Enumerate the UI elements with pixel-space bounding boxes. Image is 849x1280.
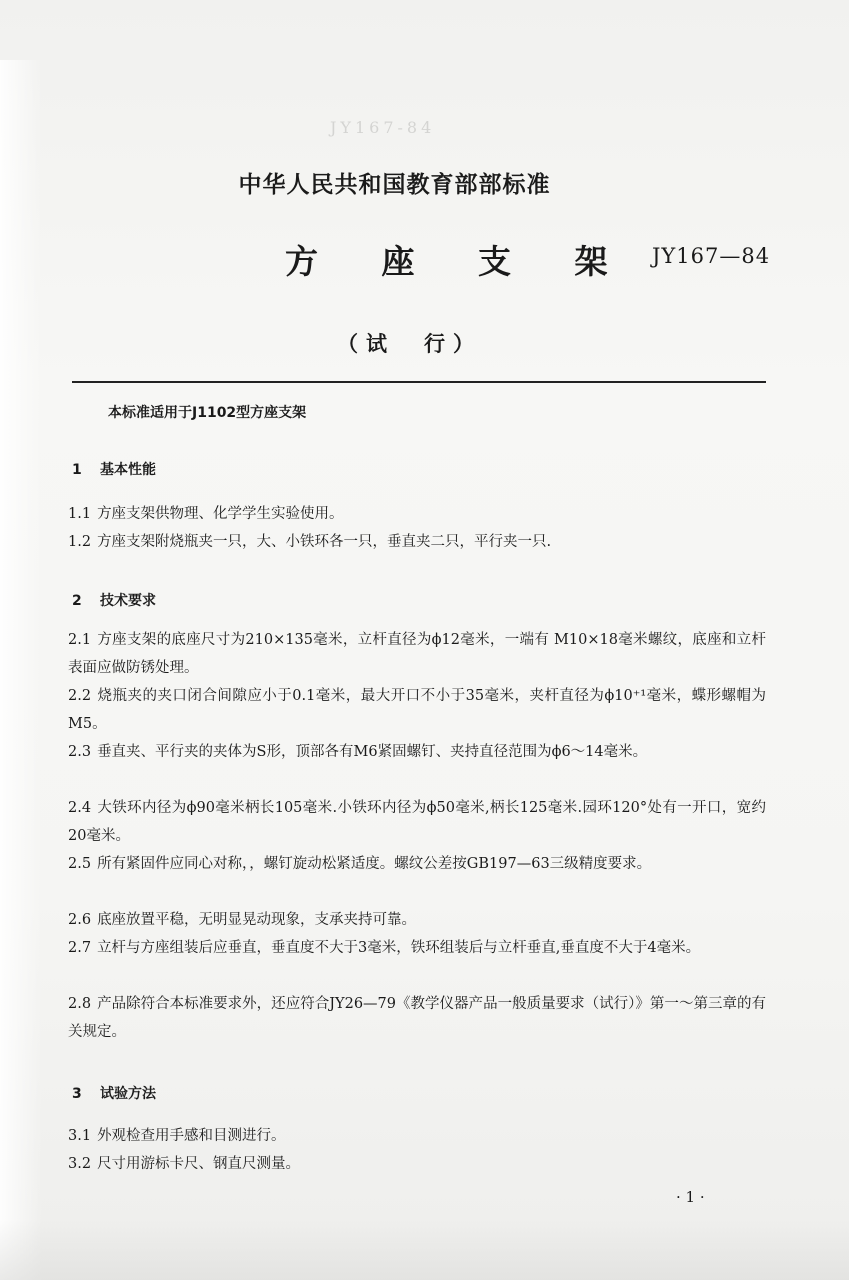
clause-number: 2.3 [68,744,92,760]
clause [68,794,766,850]
section-heading [72,1083,156,1103]
clause-number: 1.1 [68,506,92,522]
clause [68,626,766,682]
clause-number: 2.7 [68,940,92,956]
clause-number: 2.5 [68,856,92,872]
section-heading [72,590,156,610]
clause-number: 3.1 [68,1128,92,1144]
document-status: （试 行） [337,332,482,356]
section-title: 试验方法 [100,1086,156,1102]
clause-number: 2.4 [68,800,92,816]
clause-text: 方座支架供物理、化学学生实验使用。 [97,506,344,522]
header-divider [72,381,766,383]
bleed-through-code: JY167-84 [330,118,436,137]
section-number: 3 [72,1086,82,1102]
clause [68,1122,766,1150]
section-title: 技术要求 [100,593,156,609]
clause-text: 所有紧固件应同心对称，，螺钉旋动松紧适度。螺纹公差按GB197—63三级精度要求。 [97,856,652,872]
clause [68,850,766,878]
clause-number: 2.2 [68,688,92,704]
clause-text: 立杆与方座组装后应垂直，垂直度不大于3毫米，铁环组装后与立杆垂直,垂直度不大于4毫米。 [97,940,701,956]
clause [68,500,766,528]
page-number: · 1 · [676,1188,705,1206]
clause-text: 产品除符合本标准要求外，还应符合JY26—79《教学仪器产品一般质量要求（试行）》第一～第三章的有关规定。 [68,996,766,1040]
standard-code: JY167—84 [652,244,771,268]
clause-number: 2.1 [68,632,92,648]
section-heading [72,459,156,479]
section-title: 基本性能 [100,462,156,478]
clause-number: 1.2 [68,534,92,550]
section-number: 1 [72,462,82,478]
clause [68,738,766,766]
scan-edge-shading [0,60,42,1280]
clause-text: 大铁环内径为ϕ90毫米柄长105毫米.小铁环内径为ϕ50毫米,柄长125毫米.园环120°处有一开口，宽约20毫米。 [68,800,766,844]
document-title: 方 座 支 架 [285,242,634,281]
clause [68,990,766,1046]
clause [68,528,766,556]
issuing-organization: 中华人民共和国教育部部标准 [238,172,551,198]
section-number: 2 [72,593,82,609]
clause-number: 3.2 [68,1156,92,1172]
clause-text: 外观检查用手感和目测进行。 [97,1128,286,1144]
clause-text: 尺寸用游标卡尺、钢直尺测量。 [97,1156,301,1172]
clause [68,1150,766,1178]
scan-bottom-shading [0,1220,849,1280]
clause [68,682,766,738]
clause-text: 烧瓶夹的夹口闭合间隙应小于0.1毫米，最大开口不小于35毫米，夹杆直径为ϕ10⁺¹毫米，蝶形螺帽为M5。 [68,688,766,732]
clause-text: 方座支架附烧瓶夹一只，大、小铁环各一只，垂直夹二只，平行夹一只. [97,534,552,550]
clause-text: 方座支架的底座尺寸为210×135毫米，立杆直径为ϕ12毫米，一端有 M10×18毫米螺纹，底座和立杆表面应做防锈处理。 [68,632,766,676]
clause [68,934,766,962]
clause-text: 底座放置平稳，无明显晃动现象，支承夹持可靠。 [97,912,417,928]
clause-number: 2.6 [68,912,92,928]
clause-number: 2.8 [68,996,92,1012]
scope-statement: 本标准适用于J1102型方座支架 [108,405,307,421]
clause-text: 垂直夹、平行夹的夹体为S形，顶部各有M6紧固螺钉、夹持直径范围为ϕ6～14毫米。 [97,744,648,760]
clause [68,906,766,934]
